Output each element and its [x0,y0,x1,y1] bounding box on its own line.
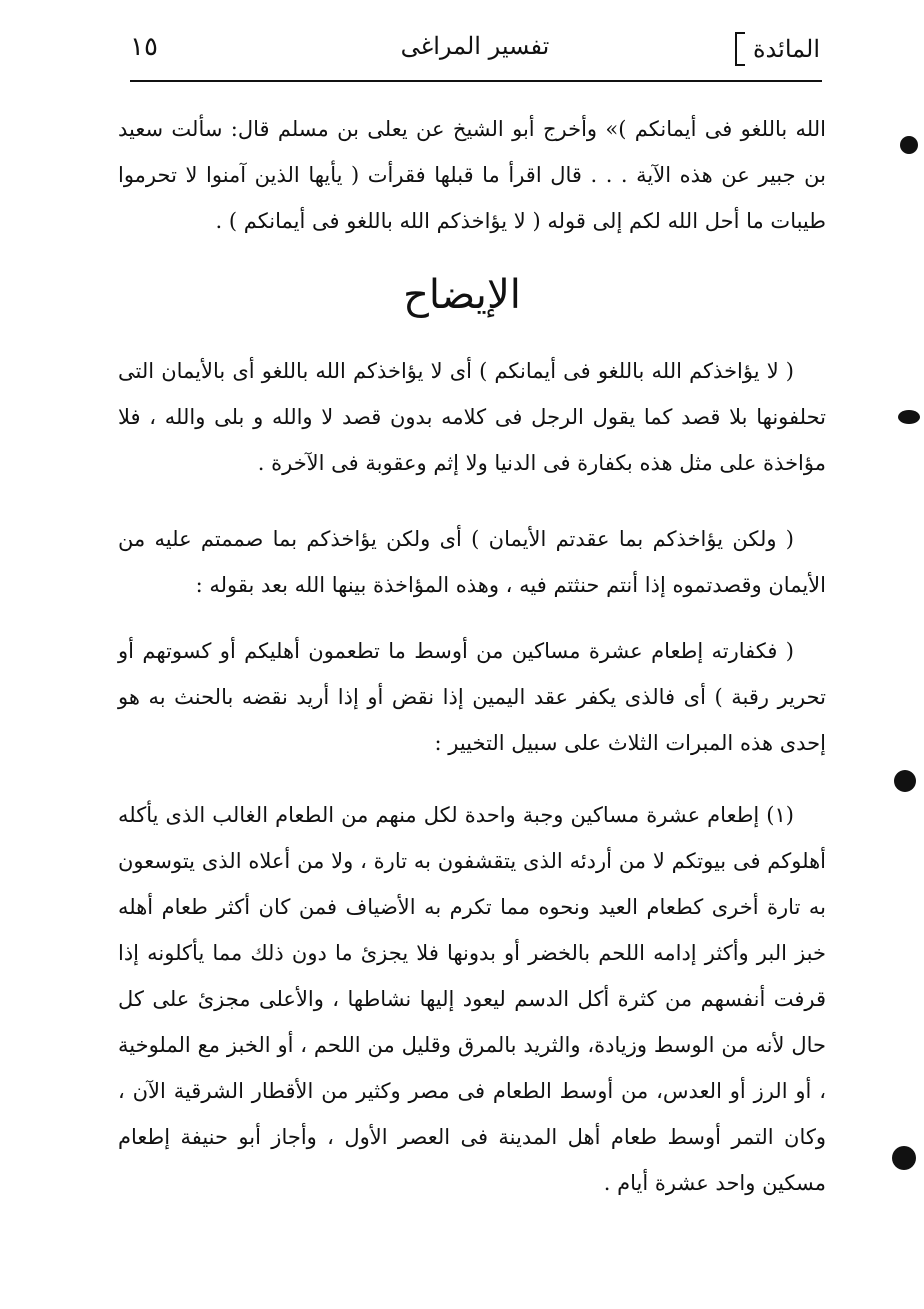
paragraph-2: ( ولكن يؤاخذكم بما عقدتم الأيمان ) أى ولكن يؤاخذكم بما صممتم عليه من الأيمان وقصدتموه إذا أنتم حنثتم فيه ، وهذه المؤاخذة بينها الله بعد بقوله : [118,527,826,597]
intro-paragraph: الله باللغو فى أيمانكم )» وأخرج أبو الشيخ عن يعلى بن مسلم قال: سألت سعيد بن جبير عن هذه الآية . . . قال اقرأ ما قبلها فقرأت ( يأيها الذين آمنوا لا تحرموا طيبات ما أحل الله لكم إلى قوله ( لا يؤاخذكم الله باللغو فى أيمانكم ) . [118,117,826,233]
paragraph-1: ( لا يؤاخذكم الله باللغو فى أيمانكم ) أى لا يؤاخذكم الله باللغو أى بالأيمان التى تحلفونها بلا قصد كما يقول الرجل فى كلامه بدون قصد لا والله و بلى والله ، فلا مؤاخذة على مثل هذه بكفارة فى الدنيا ولا إثم وعقوبة فى الآخرة . [118,359,826,475]
scan-ink-spot [900,136,918,154]
book-title: تفسير المراغى [400,32,550,60]
paragraph-3: ( فكفارته إطعام عشرة مساكين من أوسط ما تطعمون أهليكم أو كسوتهم أو تحرير رقبة ) أى فالذى يكفر عقد اليمين إذا نقض أو إذا أريد نقضه بالحنث به هو إحدى هذه المبرات الثلاث على سبيل التخيير : [118,639,826,755]
paragraph-4: (١) إطعام عشرة مساكين وجبة واحدة لكل منهم من الطعام الغالب الذى يأكله أهلوكم فى بيوتكم لا من أردئه الذى يتقشفون به تارة ، ولا من أعلاه الذى يتوسعون به تارة أخرى كطعام العيد ونحوه مما تكرم به الأضياف فمن كان أكثر طعام أهله خبز البر وأكثر إدامه اللحم بالخضر أو بدونها فلا يجزئ ما دون ذلك مما يأكلونه إذا قرفت أنفسهم من كثرة أكل الدسم ليعود إليها نشاطها ، والأعلى مجزئ على كل حال لأنه من الوسط وزيادة، والثريد بالمرق وقليل من اللحم ، أو الخبز مع الملوخية ، أو الرز أو العدس، من أوسط الطعام فى مصر وكثير من الأقطار الشرقية الآن ، وكان التمر أوسط طعام أهل المدينة فى العصر الأول ، وأجاز أبو حنيفة إطعام مسكين واحد عشرة أيام . [118,803,826,1195]
header-divider [130,80,822,82]
scan-ink-spot [894,770,916,792]
scan-ink-spot [892,1146,916,1170]
surah-name: المائدة [752,35,820,63]
section-heading: الإيضاح [403,272,521,318]
scan-ink-spot [898,410,920,424]
page-header [130,28,820,80]
page-number: ١٥ [130,32,158,62]
